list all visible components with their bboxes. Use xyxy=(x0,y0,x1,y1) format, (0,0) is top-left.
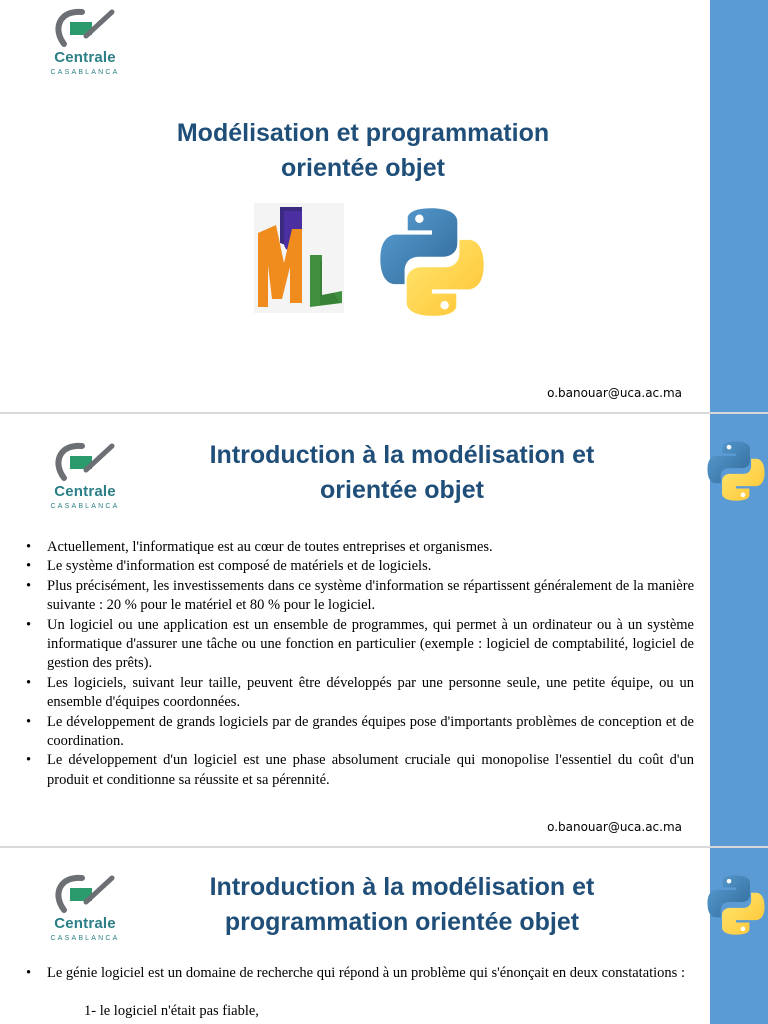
centrale-logo-icon xyxy=(52,6,118,48)
title-line-2: orientée objet xyxy=(320,476,484,504)
logo-sub: CASABLANCA xyxy=(50,503,120,510)
slide-title xyxy=(150,870,654,940)
slide-2 xyxy=(0,414,768,846)
list-item: • Le génie logiciel est un domaine de recherche qui répond à un problème qui s'énonçait en deux constatations : xyxy=(26,964,694,983)
list-item: • Le développement d'un logiciel est une phase absolument cruciale qui monopolise l'essentiel du coût d'un produit et conditionne sa réussite et sa pérennité. xyxy=(26,751,694,790)
list-item: • Le système d'information est composé de matériels et de logiciels. xyxy=(26,557,694,576)
page-title xyxy=(130,116,596,186)
list-item: • Plus précisément, les investissements dans ce système d'information se répartissent généralement de la manière suivante : 20 % pour le matériel et 80 % pour le logiciel. xyxy=(26,577,694,616)
title-line-2: orientée objet xyxy=(281,154,445,182)
list-item: • Les logiciels, suivant leur taille, peuvent être développés par une personne seule, une petite équipe, ou un ensemble d'équipes coordonnées. xyxy=(26,674,694,713)
title-line-1: Introduction à la modélisation et xyxy=(209,873,595,901)
centrale-logo-icon xyxy=(52,872,118,914)
title-line-1: Modélisation et programmation xyxy=(176,119,550,147)
list-item: • Le développement de grands logiciels par de grandes équipes pose d'importants problèmes de conception et de coordination. xyxy=(26,713,694,752)
slide-title xyxy=(150,438,654,508)
email: o.banouar@uca.ac.ma xyxy=(547,386,682,400)
centrale-logo xyxy=(44,440,126,516)
slide-1 xyxy=(0,0,768,412)
title-line-1: Introduction à la modélisation et xyxy=(209,441,595,469)
centrale-logo xyxy=(44,6,126,82)
python-logo-icon xyxy=(374,203,490,321)
bullet-list xyxy=(26,538,694,790)
list-item: • Actuellement, l'informatique est au cœur de toutes entreprises et organismes. xyxy=(26,538,694,557)
logo-name: Centrale xyxy=(54,49,116,66)
sidebar-bar xyxy=(710,0,768,412)
bullet-list xyxy=(26,964,694,983)
python-logo-icon xyxy=(704,434,768,508)
python-logo-icon xyxy=(704,868,768,942)
slide-3 xyxy=(0,848,768,1024)
title-line-2: programmation orientée objet xyxy=(224,908,580,936)
centrale-logo-icon xyxy=(52,440,118,482)
centrale-logo xyxy=(44,872,126,948)
email: o.banouar@uca.ac.ma xyxy=(547,820,682,834)
uml-logo-icon xyxy=(254,203,344,313)
sub-item: 1- le logiciel n'était pas fiable, xyxy=(84,1003,259,1019)
logo-sub: CASABLANCA xyxy=(50,69,120,76)
logo-sub: CASABLANCA xyxy=(50,935,120,942)
list-item: • Un logiciel ou une application est un ensemble de programmes, qui permet à un ordinateur ou à un système informatique d'assurer une tâche ou une fonction en particulier (exemple : logiciel de comptabilité, logiciel de gestion des prêts). xyxy=(26,616,694,674)
logo-name: Centrale xyxy=(54,483,116,500)
logo-name: Centrale xyxy=(54,915,116,932)
